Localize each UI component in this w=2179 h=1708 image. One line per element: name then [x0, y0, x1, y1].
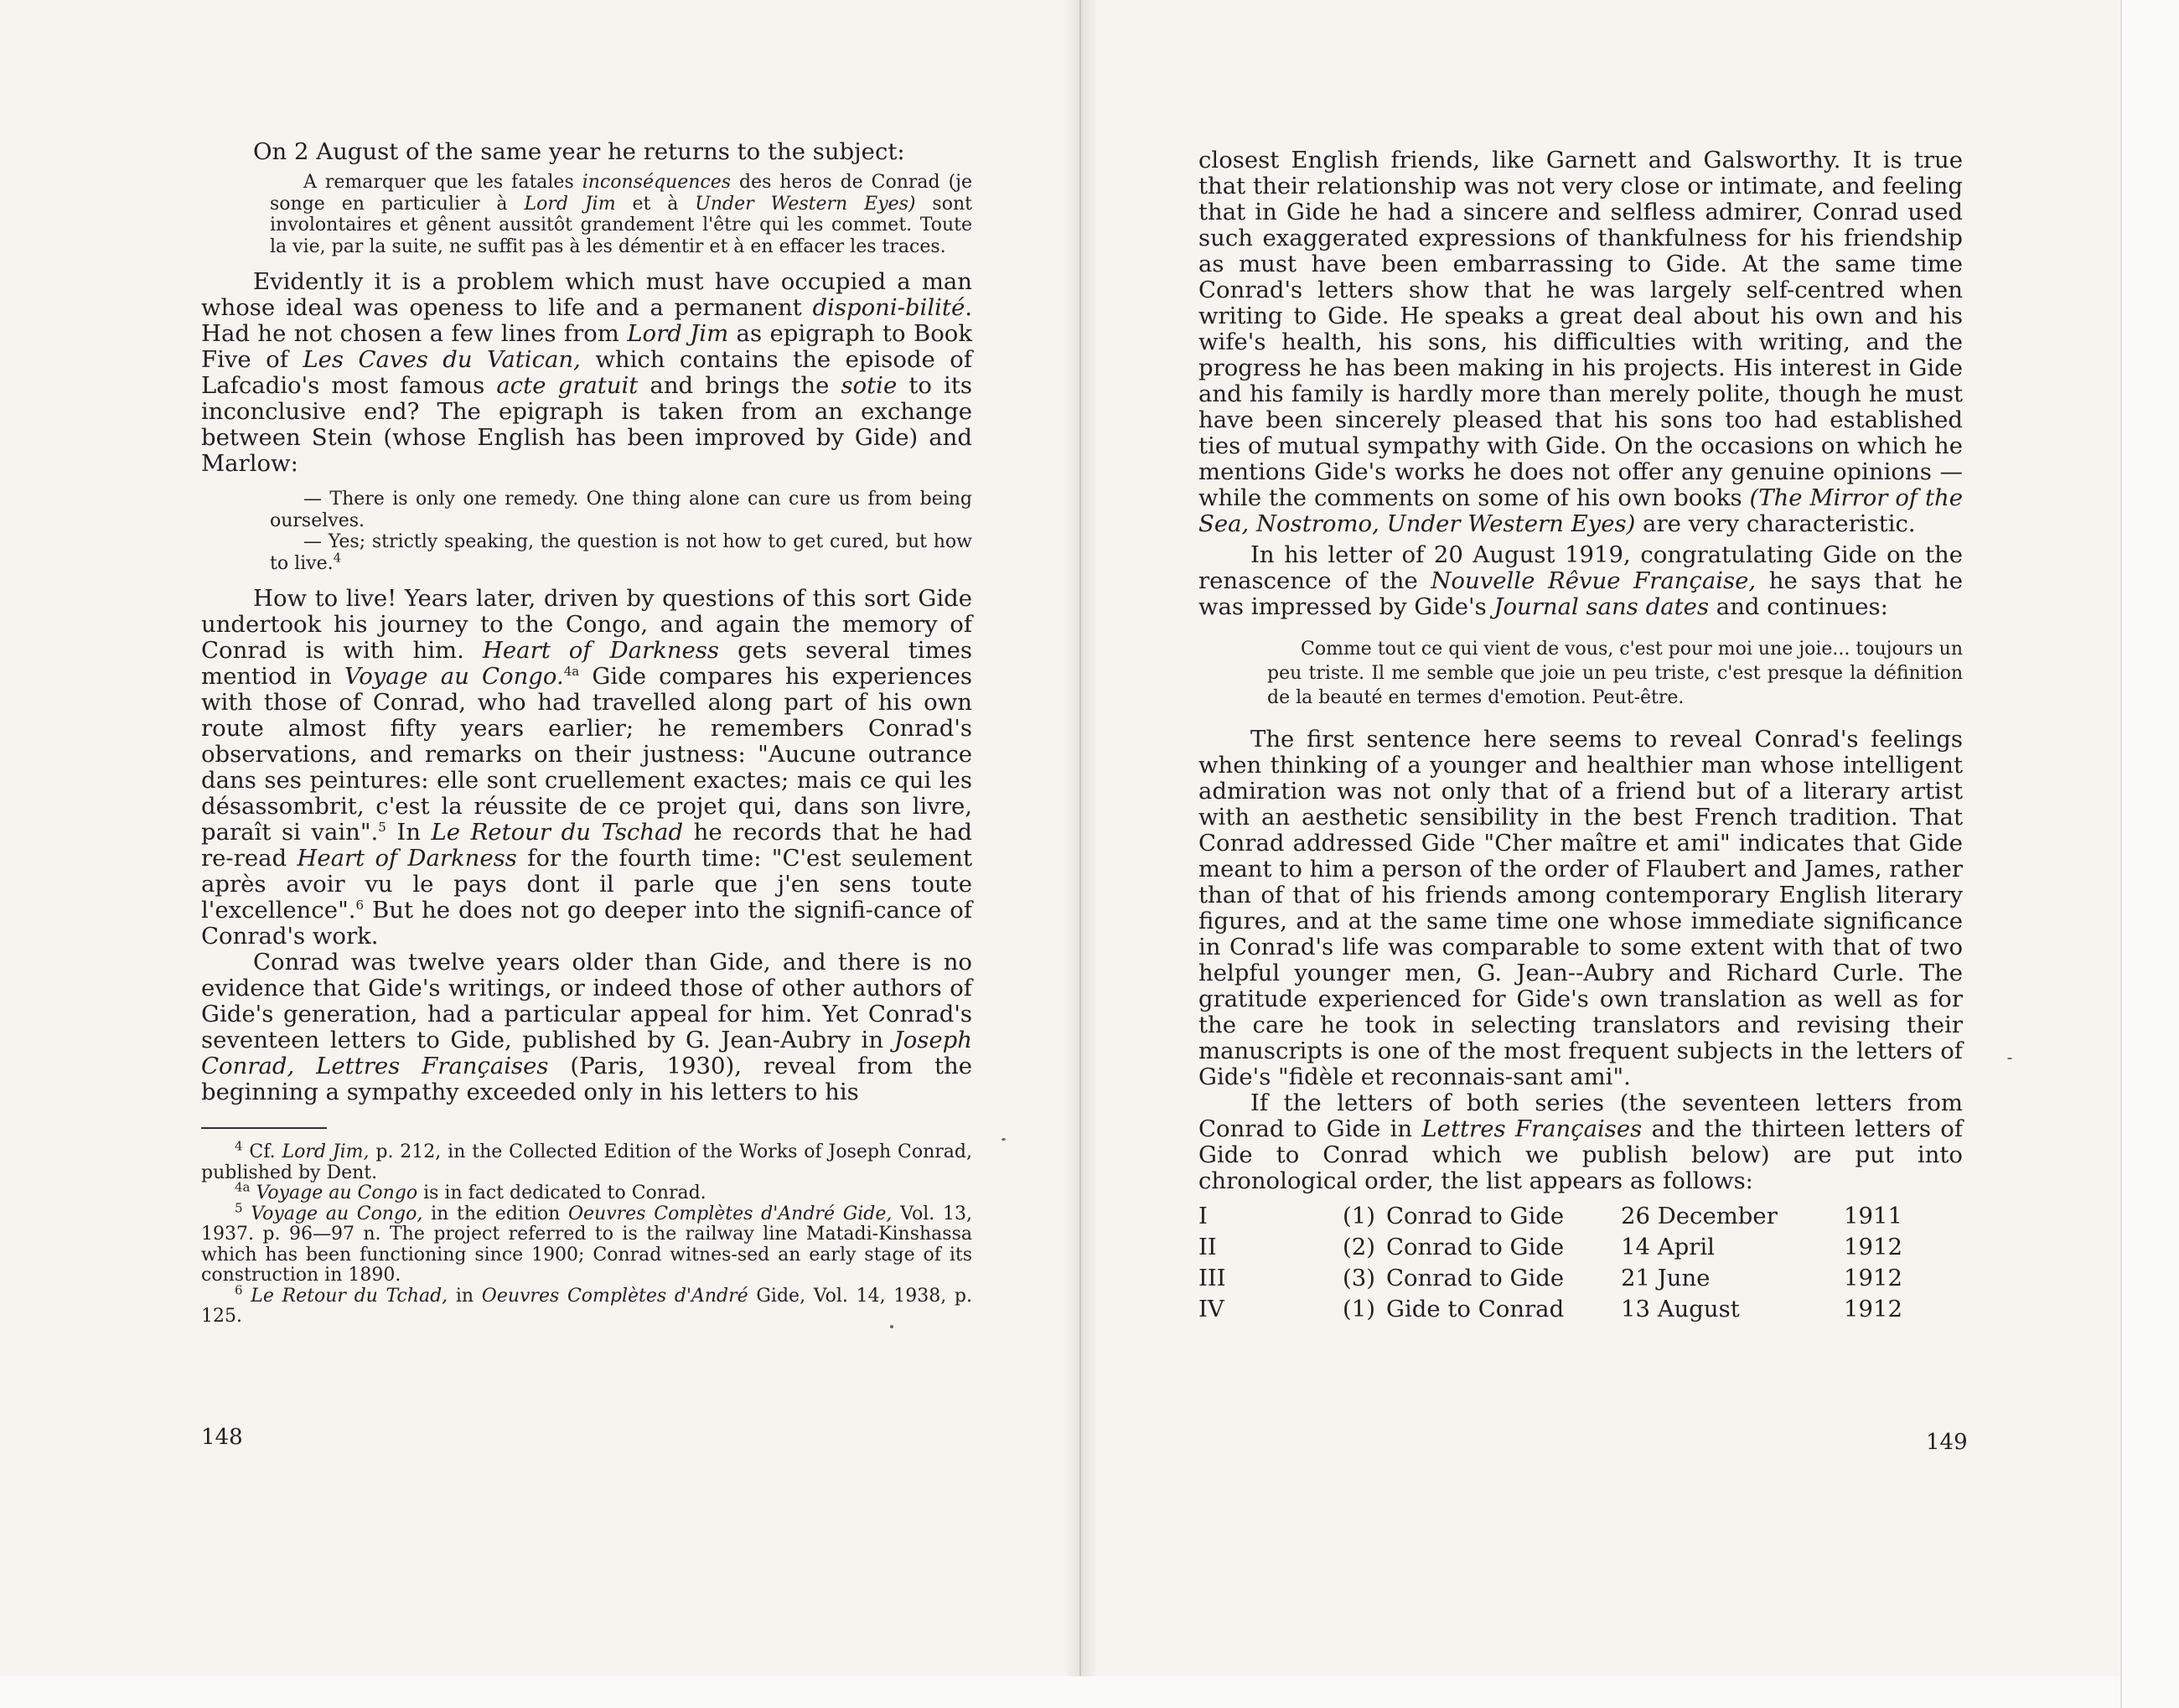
scan-speck: [1002, 1138, 1006, 1141]
letter-direction: Gide to Conrad: [1386, 1296, 1565, 1322]
letter-date: 13 August: [1621, 1296, 1740, 1322]
footnote-5: $^5$ Voyage au Congo, in the edition Oeuvres Complètes d'André Gide, Vol. 13, 1937. p. 96—97 n. The project referred to is the railway line Matadi-Kinshassa which has been functioning since 1900; Conrad witnes-sed an early stage of its construction in 1890.: [201, 1200, 973, 1286]
scan-speck: [2007, 1058, 2012, 1059]
letter-series-number: (1): [1343, 1203, 1375, 1229]
letter-series-number: (3): [1343, 1265, 1375, 1291]
quote-2-line-2: — Yes; strictly speaking, the question is not how to get cured, but how to live.$^4$: [270, 531, 972, 574]
scan-margin: [2120, 0, 2179, 1708]
left-paragraph-4: Conrad was twelve years older than Gide, and there is no evidence that Gide's writings, or indeed those of other authors of Gide's generation, had a particular appeal for him. Yet Conrad's seventeen letters to Gide, published by G. Jean-Aubry in Joseph Conrad, Lettres Françaises (Paris, 1930), reveal from the beginning a sympathy exceeded only in his letters to his: [201, 949, 972, 1105]
left-quote-2: [270, 489, 972, 574]
letter-date: 26 December: [1621, 1203, 1778, 1229]
letter-row: [1198, 1234, 1928, 1265]
letter-row: [1198, 1203, 1928, 1234]
page-number-left: 148: [201, 1425, 243, 1450]
letter-year: 1912: [1844, 1296, 1902, 1322]
right-paragraph-2: In his letter of 20 August 1919, congratulating Gide on the renascence of the Nouvelle Rêvue Française, he says that he was impressed by Gide's Journal sans dates and continues:: [1198, 541, 1964, 620]
letter-year: 1912: [1844, 1234, 1902, 1260]
letter-direction: Conrad to Gide: [1386, 1234, 1565, 1260]
letter-series-number: (1): [1343, 1296, 1375, 1322]
letter-direction: Conrad to Gide: [1386, 1265, 1565, 1291]
page-number-right: 149: [1926, 1430, 1968, 1455]
left-quote-1: A remarquer que les fatales inconséquences des heros de Conrad (je songe en particulier à Lord Jim et à Under Western Eyes) sont involontaires et gênent aussitôt grandement l'être qui les commet. Toute la vie, par la suite, ne suffit pas à les démentir et à en effacer les traces.: [270, 172, 972, 257]
left-paragraph-2: Evidently it is a problem which must have occupied a man whose ideal was openess to life and a permanent disponi-bilité. Had he not chosen a few lines from Lord Jim as epigraph to Book Five of Les Caves du Vatican, which contains the episode of Lafcadio's most famous acte gratuit and brings the sotie to its inconclusive end? The epigraph is taken from an exchange between Stein (whose English has been improved by Gide) and Marlow:: [201, 268, 973, 477]
letter-year: 1912: [1844, 1265, 1902, 1291]
book-gutter: [1064, 0, 1098, 1676]
footnote-6: $^6$ Le Retour du Tchad, in Oeuvres Complètes d'André Gide, Vol. 14, 1938, p. 125.: [201, 1282, 972, 1327]
right-paragraph-3: The first sentence here seems to reveal Conrad's feelings when thinking of a younger and healthier man whose intelligent admiration was not only that of a friend but of a literary artist with an aesthetic sensibility in the best French tradition. That Conrad addressed Gide "Cher maître et ami" indicates that Gide meant to him a person of the order of Flaubert and James, rather than of that of his friends among contemporary English literary figures, and at the same time one whose immediate significance in Conrad's life was comparable to some extent with that of two helpful younger men, G. Jean--Aubry and Richard Curle. The gratitude experienced for Gide's own translation as well as for the care he took in selecting translators and revising their manuscripts is one of the most frequent subjects in the letters of Gide's "fidèle et reconnais-sant ami".: [1198, 726, 1963, 1090]
footnote-4: $^4$ Cf. Lord Jim, p. 212, in the Collected Edition of the Works of Joseph Conrad, published by Dent.: [201, 1138, 972, 1183]
footnote-rule: [201, 1127, 327, 1129]
right-paragraph-1: closest English friends, like Garnett and Galsworthy. It is true that their relationship was not very close or intimate, and feeling that in Gide he had a sincere and selfless admirer, Conrad used such exaggerated expressions of thankfulness for his friendship as must have been embarrassing to Gide. At the same time Conrad's letters show that he was largely self-centred when writing to Gide. He speaks a great deal about his own and his wife's health, his sons, his difficulties with writing, and the progress he has been making in his projects. His interest in Gide and his family is hardly more than merely polite, though he must have been sincerely pleased that his sons too had established ties of mutual sympathy with Gide. On the occasions on which he mentions Gide's works he does not offer any genuine opinions — while the comments on some of his own books (The Mirror of the Sea, Nostromo, Under Western Eyes) are very characteristic.: [1198, 147, 1964, 537]
letter-roman-numeral: II: [1198, 1234, 1217, 1260]
right-quote-1: Comme tout ce qui vient de vous, c'est pour moi une joie... toujours un peu triste. Il me semble que joie un peu triste, c'est presque la définition de la beauté en termes d'emotion. Peut-être.: [1267, 639, 1963, 708]
left-paragraph-1: On 2 August of the same year he returns to the subject:: [253, 138, 905, 165]
letter-roman-numeral: III: [1198, 1265, 1226, 1291]
letter-date: 21 June: [1621, 1265, 1711, 1291]
letters-chronology-table: [1198, 1203, 1928, 1327]
letter-year: 1911: [1844, 1203, 1902, 1229]
letter-series-number: (2): [1343, 1234, 1375, 1260]
letter-row: [1198, 1265, 1928, 1296]
scan-bottom-margin: [0, 1676, 2120, 1708]
footnote-4a: $^{4a}$ Voyage au Congo is in fact dedicated to Conrad.: [235, 1179, 706, 1203]
letter-roman-numeral: I: [1198, 1203, 1208, 1229]
right-paragraph-4: If the letters of both series (the seventeen letters from Conrad to Gide in Lettres Françaises and the thirteen letters of Gide to Conrad which we publish below) are put into chronological order, the list appears as follows:: [1198, 1089, 1963, 1194]
letter-row: [1198, 1296, 1928, 1327]
quote-2-line-1: — There is only one remedy. One thing alone can cure us from being ourselves.: [270, 489, 972, 531]
letter-roman-numeral: IV: [1198, 1296, 1224, 1322]
letter-date: 14 April: [1621, 1234, 1715, 1260]
right-page-text: [1198, 148, 1963, 1327]
left-paragraph-3: How to live! Years later, driven by questions of this sort Gide undertook his journey to the Congo, and again the memory of Conrad is with him. Heart of Darkness gets several times mentiod in Voyage au Congo.$^{4a}$ Gide compares his experiences with those of Conrad, who had travelled along part of his own route almost fifty years earlier; he remembers Conrad's observations, and remarks on their justness: "Aucune outrance dans ses peintures: elle sont cruellement exactes; mais ce qui les désassombrit, c'est la réussite de ce projet qui, dans son livre, paraît si vain".$^5$ In Le Retour du Tschad he records that he had re-read Heart of Darkness for the fourth time: "C'est seulement après avoir vu le pays dont il parle que j'en sens toute l'excellence".$^6$ But he does not go deeper into the signifi-cance of Conrad's work.: [201, 585, 973, 950]
scan-speck: [890, 1325, 893, 1328]
left-page-text: [201, 139, 972, 1328]
letter-direction: Conrad to Gide: [1386, 1203, 1565, 1229]
